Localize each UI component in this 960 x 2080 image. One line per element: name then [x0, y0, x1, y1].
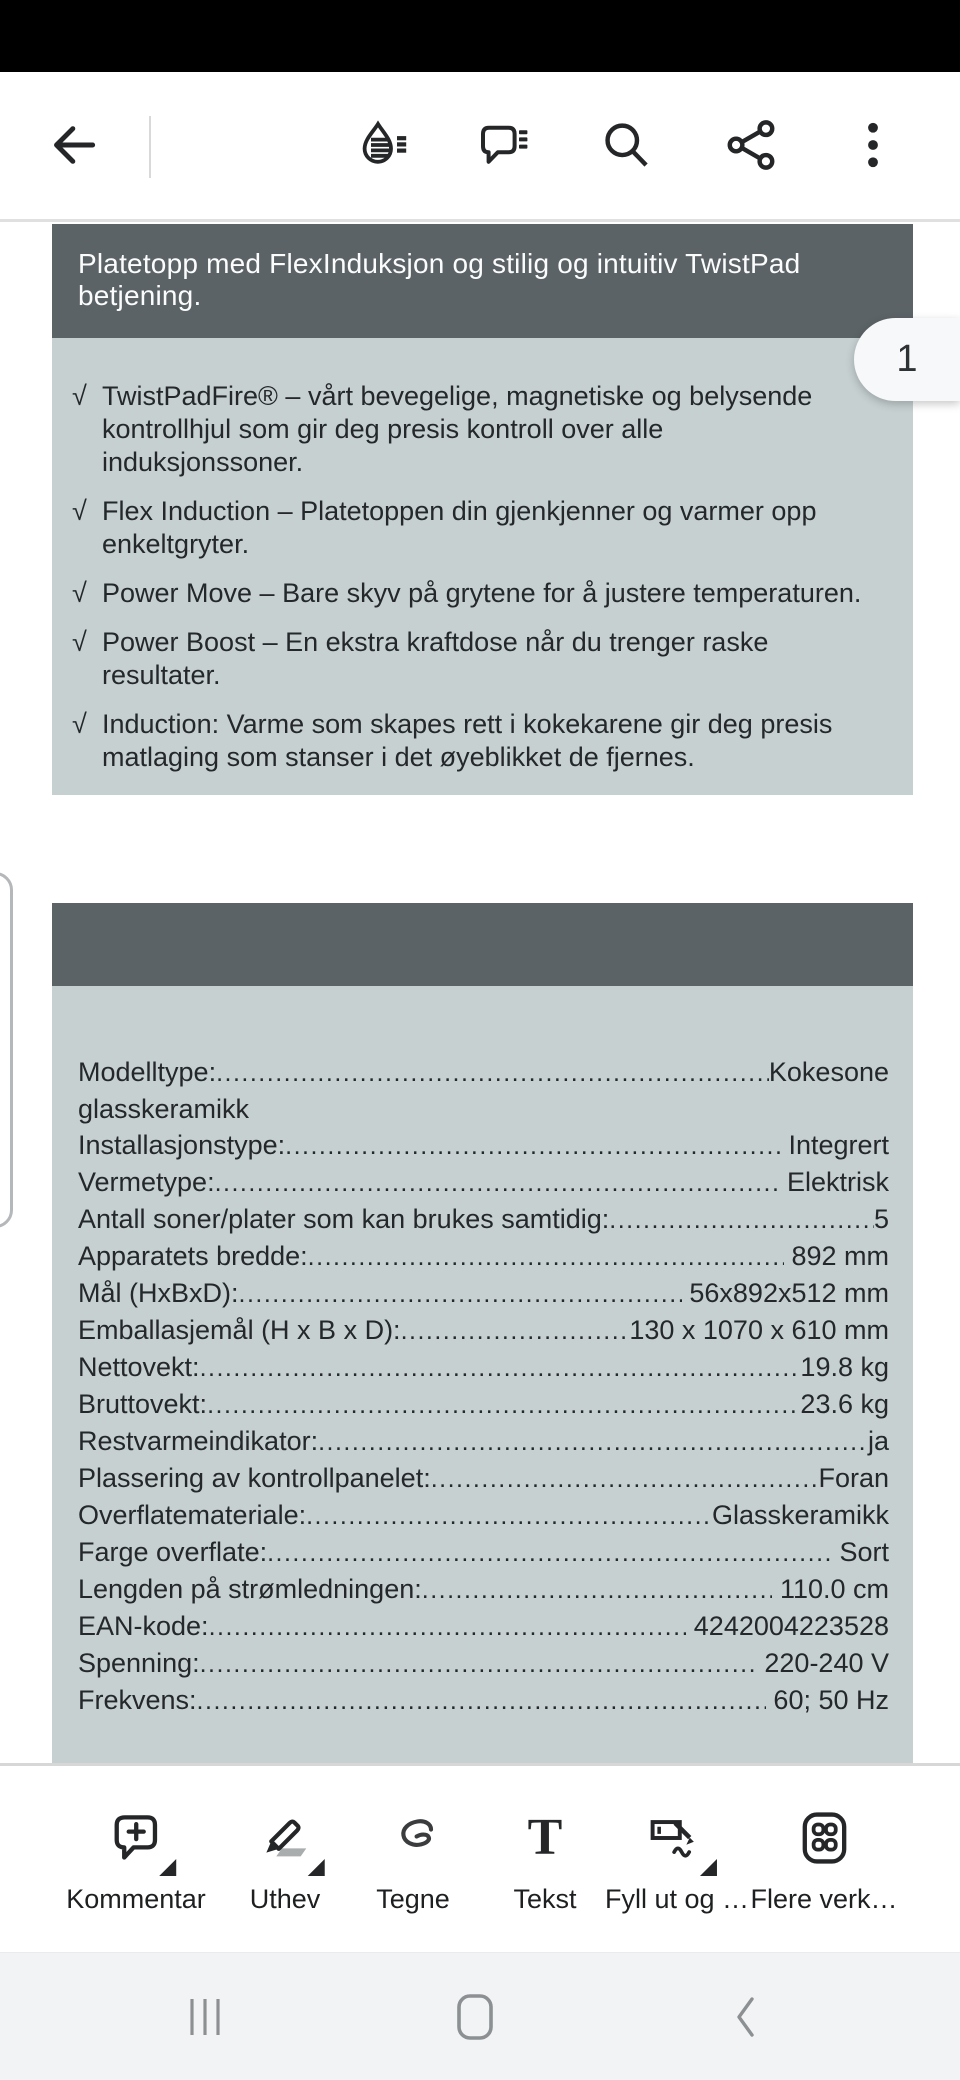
comment-tool-button[interactable]: [66, 1766, 206, 1915]
spec-label: Lengden på strømledningen:: [78, 1574, 422, 1604]
spec-value-wrap: glasskeramikk: [78, 1094, 250, 1124]
spec-value: 130 x 1070 x 610 mm: [629, 1315, 889, 1345]
submenu-caret-icon: [700, 1859, 717, 1876]
dot-leader: [422, 1571, 773, 1608]
spec-value: 110.0 cm: [772, 1574, 889, 1604]
checkmark-icon: √: [72, 709, 87, 739]
text-icon: T: [527, 1809, 563, 1866]
spec-label: Spenning:: [78, 1648, 200, 1678]
spec-label: Modelltype:: [78, 1057, 217, 1087]
spec-value: Elektrisk: [779, 1167, 889, 1197]
spec-label: Bruttovekt:: [78, 1389, 208, 1419]
comments-icon: [475, 117, 531, 173]
recents-button[interactable]: [145, 1953, 265, 2080]
table-row: [78, 1054, 889, 1091]
draw-scribble-icon: [381, 1806, 445, 1870]
checkmark-icon: √: [72, 381, 87, 411]
spec-value: 23.6 kg: [800, 1389, 889, 1419]
spec-value: 4242004223528: [686, 1611, 889, 1641]
back-button[interactable]: [46, 117, 102, 173]
spec-label: Apparatets bredde:: [78, 1241, 308, 1271]
draw-tool-button[interactable]: [376, 1766, 450, 1915]
comments-button[interactable]: [470, 117, 536, 173]
table-row: [78, 1682, 889, 1719]
list-item: [72, 626, 867, 692]
dot-leader: [285, 1127, 781, 1164]
doc-intro-header: [52, 224, 913, 338]
spec-label: Overflatemateriale:: [78, 1500, 307, 1530]
spec-label: Frekvens:: [78, 1685, 197, 1715]
status-bar: [0, 0, 960, 72]
spec-value: Glasskeramikk: [711, 1500, 889, 1530]
checkmark-icon: √: [72, 627, 87, 657]
share-button[interactable]: [723, 117, 779, 173]
list-item: [72, 708, 867, 774]
spec-label: Vermetype:: [78, 1167, 215, 1197]
spec-label: Restvarmeindikator:: [78, 1426, 319, 1456]
fill-and-sign-icon: [645, 1806, 709, 1870]
submenu-caret-icon: [308, 1859, 325, 1876]
tool-label: Tekst: [513, 1884, 577, 1914]
table-row: [78, 1312, 889, 1349]
spec-value: Sort: [831, 1537, 889, 1567]
dot-leader: [609, 1201, 874, 1238]
bullet-text: Flex Induction – Platetoppen din gjenkjenner og varmer opp enkeltgryter.: [102, 496, 817, 559]
overflow-menu-button[interactable]: [845, 117, 901, 173]
table-row: [78, 1608, 889, 1645]
dot-leader: [215, 1164, 780, 1201]
tool-label: Fyll ut og …: [604, 1884, 750, 1914]
submenu-caret-icon: [159, 1859, 176, 1876]
adjacent-page-edge: [0, 872, 13, 1228]
dot-leader: [267, 1534, 832, 1571]
pdf-toolbar: [0, 72, 960, 219]
document-viewport[interactable]: [0, 222, 960, 1763]
system-nav-bar: [0, 1952, 960, 2080]
annotation-toolbar: [0, 1766, 960, 1952]
page-number-badge[interactable]: [854, 318, 960, 401]
spec-value: 220-240 V: [756, 1648, 889, 1678]
spec-label: EAN-kode:: [78, 1611, 209, 1641]
search-button[interactable]: [598, 117, 654, 173]
table-row: [78, 1423, 889, 1460]
spec-label: Nettovekt:: [78, 1352, 200, 1382]
liquid-mode-button[interactable]: [352, 117, 418, 173]
highlight-tool-button[interactable]: [250, 1766, 321, 1915]
table-row: [78, 1127, 889, 1164]
spec-value: ja: [867, 1426, 889, 1456]
spec-value: 60; 50 Hz: [765, 1685, 889, 1715]
spec-value: 56x892x512 mm: [681, 1278, 889, 1308]
doc-spec-header: [52, 903, 913, 986]
spec-label: Installasjonstype:: [78, 1130, 286, 1160]
spec-value: Integrert: [780, 1130, 889, 1160]
overflow-menu-icon: [845, 117, 901, 173]
search-icon: [598, 117, 654, 173]
dot-leader: [401, 1312, 630, 1349]
spec-label: Plassering av kontrollpanelet:: [78, 1463, 431, 1493]
dot-leader: [209, 1608, 687, 1645]
tool-label: Flere verk…: [750, 1884, 898, 1914]
recents-icon: [185, 1995, 225, 2039]
tool-label: Uthev: [249, 1884, 321, 1914]
more-tools-button[interactable]: [750, 1766, 897, 1915]
spec-value: Foran: [818, 1463, 889, 1493]
bullet-text: Power Move – Bare skyv på grytene for å justere temperaturen.: [102, 578, 862, 608]
spec-label: Emballasjemål (H x B x D):: [78, 1315, 401, 1345]
table-row: [78, 1238, 889, 1275]
list-item: [72, 495, 867, 561]
home-button[interactable]: [415, 1953, 535, 2080]
dot-leader: [197, 1682, 766, 1719]
dot-leader: [431, 1460, 819, 1497]
toolbar-divider: [149, 116, 151, 178]
more-tools-grid-icon: [792, 1806, 856, 1870]
highlighter-icon: [253, 1806, 317, 1870]
table-row: [78, 1386, 889, 1423]
spec-label: Farge overflate:: [78, 1537, 268, 1567]
dot-leader: [207, 1386, 800, 1423]
spec-label: Antall soner/plater som kan brukes samtidig:: [78, 1204, 610, 1234]
doc-intro-body: [52, 338, 913, 795]
liquid-mode-icon: [357, 117, 413, 173]
table-row: [78, 1571, 889, 1608]
spec-value: 5: [873, 1204, 889, 1234]
text-tool-button[interactable]: [513, 1766, 577, 1915]
list-item: [72, 380, 867, 479]
tool-label: Kommentar: [66, 1884, 206, 1914]
table-row: [78, 1201, 889, 1238]
dot-leader: [239, 1275, 682, 1312]
table-row: [78, 1164, 889, 1201]
dot-leader: [308, 1238, 784, 1275]
back-arrow-icon: [46, 117, 102, 173]
spec-label: Mål (HxBxD):: [78, 1278, 239, 1308]
bullet-text: Power Boost – En ekstra kraftdose når du trenger raske resultater.: [102, 627, 769, 690]
dot-leader: [200, 1645, 757, 1682]
table-row: [78, 1497, 889, 1534]
dot-leader: [200, 1349, 801, 1386]
spec-value: Kokesone: [768, 1057, 889, 1087]
list-item: [72, 577, 867, 610]
dot-leader: [216, 1054, 769, 1091]
doc-intro-heading: Platetopp med FlexInduksjon og stilig og intuitiv TwistPad betjening.: [78, 248, 801, 311]
table-row: [78, 1534, 889, 1571]
bullet-text: Induction: Varme som skapes rett i kokekarene gir deg presis matlaging som stanser i det øyeblikket de fjernes.: [102, 709, 833, 772]
checkmark-icon: √: [72, 578, 87, 608]
spec-value: 892 mm: [783, 1241, 889, 1271]
table-row: [78, 1349, 889, 1386]
share-icon: [723, 117, 779, 173]
home-icon: [456, 1993, 494, 2041]
tool-label: Tegne: [376, 1884, 450, 1914]
table-row: [78, 1275, 889, 1312]
dot-leader: [318, 1423, 868, 1460]
comment-plus-icon: [104, 1806, 168, 1870]
fill-and-sign-tool-button[interactable]: [605, 1766, 749, 1915]
nav-back-button[interactable]: [685, 1953, 805, 2080]
dot-leader: [306, 1497, 712, 1534]
table-row: [78, 1645, 889, 1682]
bullet-text: TwistPadFire® – vårt bevegelige, magnetiske og belysende kontrollhjul som gir deg presis kontroll over alle induksjonssoner.: [102, 381, 813, 477]
feature-bullet-list: [52, 338, 913, 774]
checkmark-icon: √: [72, 496, 87, 526]
back-icon: [732, 1993, 758, 2041]
spec-value: 19.8 kg: [800, 1352, 889, 1382]
doc-spec-body: [52, 986, 913, 1763]
page-number: 1: [896, 338, 918, 380]
table-row: [78, 1460, 889, 1497]
